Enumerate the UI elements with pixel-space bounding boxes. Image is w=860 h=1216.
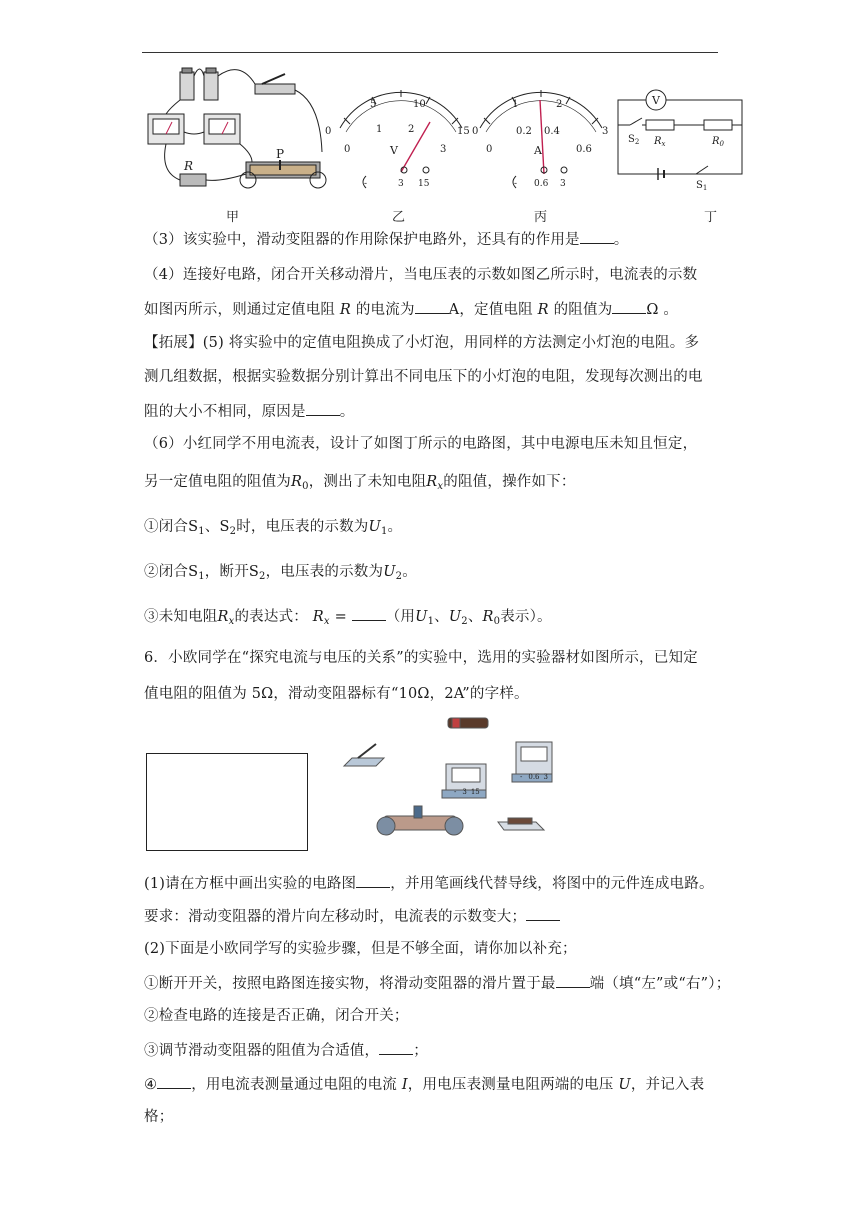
blank-resistance[interactable]: [612, 299, 646, 314]
drawing-box[interactable]: [146, 753, 308, 851]
blank-reason[interactable]: [306, 401, 340, 416]
amm-terminal-3: 3: [560, 179, 566, 189]
amm-top-2: 2: [556, 99, 563, 110]
volt-letter: V: [390, 144, 398, 157]
procedure-step-4: ④ ，用电流表测量通过电阻的电流 I，用电压表测量电阻两端的电压 U，并记入表: [144, 1074, 704, 1095]
ammeter-dial: [480, 90, 602, 188]
procedure-step-4-cont: 格；: [144, 1109, 174, 1125]
question-5-line-3: 阻的大小不相同，原因是 。: [144, 401, 354, 422]
figure-jia-apparatus: [148, 68, 326, 188]
volt-bottom-2: 2: [408, 124, 415, 135]
fig-label-bing: 丙: [534, 210, 548, 225]
amm-term-labels: - 0.6 3: [520, 773, 548, 781]
fig-label-ding: 丁: [704, 210, 718, 225]
amm-bottom-0.2: 0.2: [516, 126, 532, 137]
question-4-line-1: （4）连接好电路，闭合开关移动滑片，当电压表的示数如图乙所示时，电流表的示数: [144, 267, 698, 283]
procedure-step-1: ①断开开关，按照电路图连接实物，将滑动变阻器的滑片置于最 端（填“左”或“右”）；: [144, 973, 730, 994]
amm-bottom-0.4: 0.4: [544, 126, 560, 137]
circuit-voltmeter-V: V: [652, 94, 660, 107]
volt-bottom-3: 3: [440, 144, 447, 155]
question-5-line-1: 【拓展】(5) 将实验中的定值电阻换成了小灯泡，用同样的方法测定小灯泡的电阻。多: [144, 335, 700, 351]
amm-terminal-0.6: 0.6: [534, 179, 549, 189]
question-3: （3）该实验中，滑动变阻器的作用除保护电路外，还具有的作用是 。: [144, 229, 628, 250]
step-1: ①闭合$S_1$、$S_2$时，电压表的示数为$U_1$。: [144, 519, 403, 537]
amm-terminal-neg: -: [514, 179, 518, 189]
switch-icon: [344, 758, 384, 766]
label-S1: $S_1$: [696, 180, 708, 192]
amm-bottom-0.6: 0.6: [576, 144, 592, 155]
problem-6-line-1: 6．小欧同学在“探究电流与电压的关系”的实验中，选用的实验器材如图所示，已知定: [144, 650, 698, 666]
figure-row: [140, 62, 750, 225]
question-4-line-2: 如图丙所示，则通过定值电阻 R 的电流为 A，定值电阻 R 的阻值为 Ω 。: [144, 299, 678, 320]
label-R0: $R_0$: [712, 136, 724, 148]
blank-circuit[interactable]: [356, 873, 390, 888]
amm-bottom-0: 0: [486, 144, 493, 155]
part-1-line-1: (1)请在方框中画出实验的电路图 ，并用笔画线代替导线，将图中的元件连成电路。: [144, 873, 714, 894]
label-S2: $S_2$: [628, 134, 640, 146]
amm-top-3: 3: [602, 126, 609, 137]
part-2: (2)下面是小欧同学写的实验步骤，但是不够全面，请你加以补充；: [144, 941, 577, 957]
voltmeter-dial: [340, 90, 462, 188]
volt-terminal-15: 15: [418, 179, 430, 189]
volt-top-15: 15: [457, 126, 470, 137]
blank-slider-end[interactable]: [556, 973, 590, 988]
volt-top-5: 5: [370, 99, 377, 110]
volt-terminal-neg: -: [364, 179, 368, 189]
label-Rx: $R_x$: [654, 136, 666, 148]
volt-bottom-1: 1: [376, 124, 383, 135]
volt-terminal-3: 3: [398, 179, 404, 189]
question-6-line-2: 另一定值电阻的阻值为$R_0$，测出了未知电阻$R_x$的阻值，操作如下：: [144, 474, 576, 492]
fig-label-yi: 乙: [392, 210, 406, 225]
label-P: P: [276, 147, 285, 161]
amm-letter: A: [534, 144, 542, 157]
circuit-ding: [618, 86, 742, 180]
equipment-figure: [340, 712, 580, 847]
blank-step-4[interactable]: [157, 1074, 191, 1089]
amm-top-1: 1: [512, 99, 519, 110]
question-5-line-2: 测几组数据，根据实验数据分别计算出不同电压下的小灯泡的电阻，发现每次测出的电: [144, 369, 703, 385]
top-rule: [142, 52, 718, 53]
blank-answer[interactable]: [580, 229, 614, 244]
amm-top-zero: 0: [472, 126, 479, 137]
procedure-step-3: ③调节滑动变阻器的阻值为合适值， ；: [144, 1040, 428, 1061]
question-6-line-1: （6）小红同学不用电流表，设计了如图丁所示的电路图，其中电源电压未知且恒定，: [144, 436, 698, 452]
blank-expression[interactable]: [352, 606, 386, 621]
blank-current[interactable]: [415, 299, 449, 314]
blank-step-3[interactable]: [379, 1040, 413, 1055]
volt-top-10: 10: [413, 99, 426, 110]
step-3: ③未知电阻$R_x$的表达式： $R_x$ = （用$U_1$、$U_2$、$R_0$表示）。: [144, 606, 552, 632]
volt-top-zero: 0: [325, 126, 332, 137]
fig-label-jia: 甲: [226, 210, 240, 225]
label-R: R: [184, 159, 194, 173]
part-1-line-2: 要求：滑动变阻器的滑片向左移动时，电流表的示数变大；: [144, 906, 560, 927]
problem-6-line-2: 值电阻的阻值为 5Ω，滑动变阻器标有“10Ω，2A”的字样。: [144, 686, 529, 702]
blank-wiring[interactable]: [526, 906, 560, 921]
step-2: ②闭合$S_1$，断开$S_2$，电压表的示数为$U_2$。: [144, 564, 417, 582]
volt-term-labels: - 3 15: [454, 788, 480, 796]
volt-bottom-0: 0: [344, 144, 351, 155]
procedure-step-2: ②检查电路的连接是否正确，闭合开关；: [144, 1008, 409, 1024]
figures-svg: [140, 62, 750, 222]
